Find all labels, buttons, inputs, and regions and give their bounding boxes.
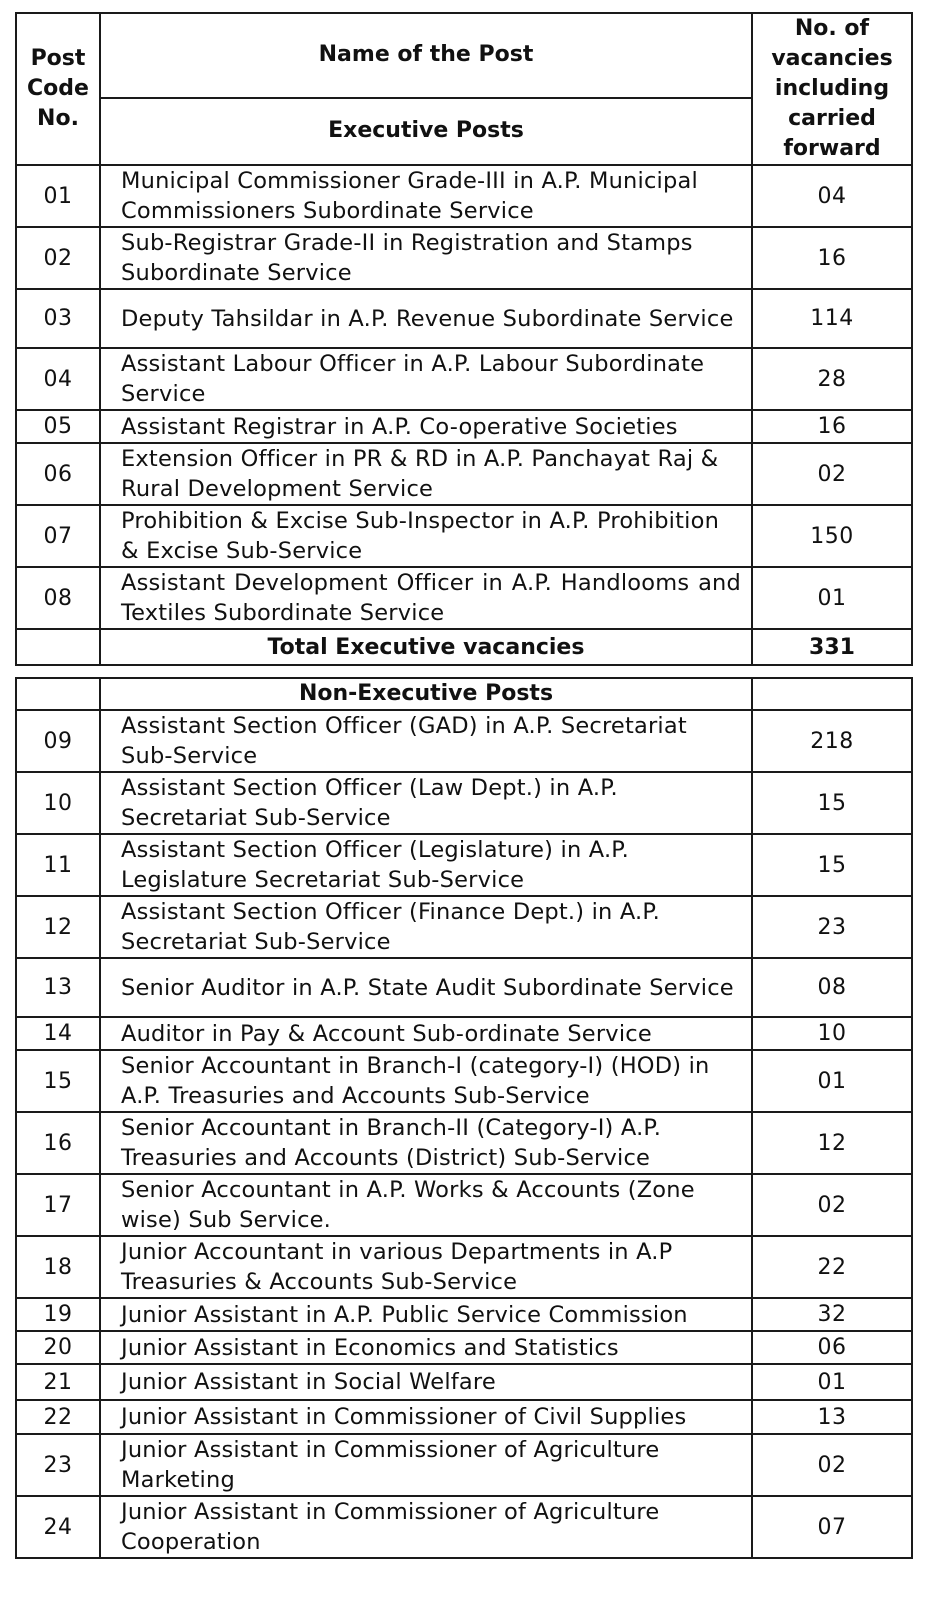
post-name: Assistant Labour Officer in A.P. Labour Subordinate Service [100,348,752,410]
post-name: Junior Assistant in Commissioner of Agriculture Marketing [100,1434,752,1496]
vacancy-count: 07 [752,1496,912,1558]
total-row [16,629,912,665]
vacancy-count: 06 [752,1331,912,1364]
post-name: Municipal Commissioner Grade-III in A.P. Municipal Commissioners Subordinate Service [100,165,752,227]
post-name: Senior Accountant in A.P. Works & Accounts (Zone wise) Sub Service. [100,1174,752,1236]
post-code: 07 [16,505,100,567]
table-row [16,1400,912,1434]
post-name: Junior Assistant in Economics and Statistics [100,1331,752,1364]
table-row [16,1496,912,1558]
vacancy-count: 10 [752,1017,912,1050]
post-name: Senior Auditor in A.P. State Audit Subordinate Service [100,958,752,1017]
table-row [16,1298,912,1331]
post-code: 21 [16,1364,100,1400]
table-row [16,710,912,772]
post-code: 06 [16,443,100,505]
post-code-header: Post Code No. [16,13,100,165]
vacancy-count: 08 [752,958,912,1017]
vacancy-count: 23 [752,896,912,958]
vacancy-count: 28 [752,348,912,410]
vacancy-count: 02 [752,443,912,505]
vacancy-count: 04 [752,165,912,227]
vacancy-count: 150 [752,505,912,567]
vacancy-count: 12 [752,1112,912,1174]
table-row [16,1174,912,1236]
vacancy-count: 218 [752,710,912,772]
table-row [16,1434,912,1496]
post-name: Assistant Development Officer in A.P. Handlooms and Textiles Subordinate Service [100,567,752,629]
post-code: 16 [16,1112,100,1174]
table-row [16,165,912,227]
executive-posts-table [15,12,913,666]
table-row [16,1050,912,1112]
post-name: Deputy Tahsildar in A.P. Revenue Subordinate Service [100,289,752,348]
table-row [16,896,912,958]
table-row [16,1331,912,1364]
post-name: Assistant Section Officer (GAD) in A.P. Secretariat Sub-Service [100,710,752,772]
table-row [16,958,912,1017]
post-name: Junior Assistant in A.P. Public Service Commission [100,1298,752,1331]
post-name: Assistant Section Officer (Finance Dept.) in A.P. Secretariat Sub-Service [100,896,752,958]
post-code: 22 [16,1400,100,1434]
vacancy-count: 32 [752,1298,912,1331]
vacancy-count: 114 [752,289,912,348]
post-code: 19 [16,1298,100,1331]
vacancy-count: 13 [752,1400,912,1434]
post-code: 14 [16,1017,100,1050]
post-code: 09 [16,710,100,772]
post-code: 20 [16,1331,100,1364]
table-row [16,567,912,629]
table-row [16,1112,912,1174]
vacancies-header: No. of vacancies including carried forward [752,13,912,165]
vacancy-count: 22 [752,1236,912,1298]
table-row [16,1364,912,1400]
vacancy-count: 01 [752,1364,912,1400]
post-code: 10 [16,772,100,834]
table-row [16,227,912,289]
post-code: 17 [16,1174,100,1236]
table-row [16,443,912,505]
vacancy-count: 01 [752,567,912,629]
table-row [16,1017,912,1050]
post-name: Junior Assistant in Commissioner of Civil Supplies [100,1400,752,1434]
vacancy-count: 16 [752,410,912,443]
post-code: 18 [16,1236,100,1298]
table-row [16,1236,912,1298]
section-code-blank [16,678,100,710]
non-executive-posts-heading: Non-Executive Posts [100,678,752,710]
total-value: 331 [752,629,912,665]
post-name: Extension Officer in PR & RD in A.P. Panchayat Raj & Rural Development Service [100,443,752,505]
vacancy-count: 02 [752,1434,912,1496]
table-row [16,834,912,896]
post-code: 13 [16,958,100,1017]
post-code: 23 [16,1434,100,1496]
vacancy-count: 02 [752,1174,912,1236]
vacancy-count: 15 [752,834,912,896]
post-name: Assistant Section Officer (Legislature) in A.P. Legislature Secretariat Sub-Service [100,834,752,896]
table-row [16,772,912,834]
post-name: Junior Assistant in Social Welfare [100,1364,752,1400]
post-code: 08 [16,567,100,629]
table-row [16,289,912,348]
total-label: Total Executive vacancies [100,629,752,665]
post-name: Assistant Section Officer (Law Dept.) in A.P. Secretariat Sub-Service [100,772,752,834]
post-name: Prohibition & Excise Sub-Inspector in A.P. Prohibition & Excise Sub-Service [100,505,752,567]
post-code: 04 [16,348,100,410]
non-executive-posts-table [15,677,913,1559]
vacancy-count: 15 [752,772,912,834]
post-code: 05 [16,410,100,443]
total-code-blank [16,629,100,665]
post-code: 11 [16,834,100,896]
name-of-post-header: Name of the Post [100,13,752,98]
post-code: 02 [16,227,100,289]
post-code: 24 [16,1496,100,1558]
executive-posts-heading: Executive Posts [100,98,752,165]
table-row [16,410,912,443]
post-code: 03 [16,289,100,348]
table-row [16,505,912,567]
post-code: 12 [16,896,100,958]
post-code: 15 [16,1050,100,1112]
post-name: Senior Accountant in Branch-II (Category-I) A.P. Treasuries and Accounts (District) Sub-Service [100,1112,752,1174]
table-row [16,348,912,410]
post-name: Auditor in Pay & Account Sub-ordinate Service [100,1017,752,1050]
vacancy-count: 16 [752,227,912,289]
post-name: Senior Accountant in Branch-I (category-I) (HOD) in A.P. Treasuries and Accounts Sub-Service [100,1050,752,1112]
post-name: Junior Assistant in Commissioner of Agriculture Cooperation [100,1496,752,1558]
section-vacancy-blank [752,678,912,710]
post-code: 01 [16,165,100,227]
vacancy-count: 01 [752,1050,912,1112]
post-name: Assistant Registrar in A.P. Co-operative Societies [100,410,752,443]
post-name: Sub-Registrar Grade-II in Registration and Stamps Subordinate Service [100,227,752,289]
post-name: Junior Accountant in various Departments in A.P Treasuries & Accounts Sub-Service [100,1236,752,1298]
